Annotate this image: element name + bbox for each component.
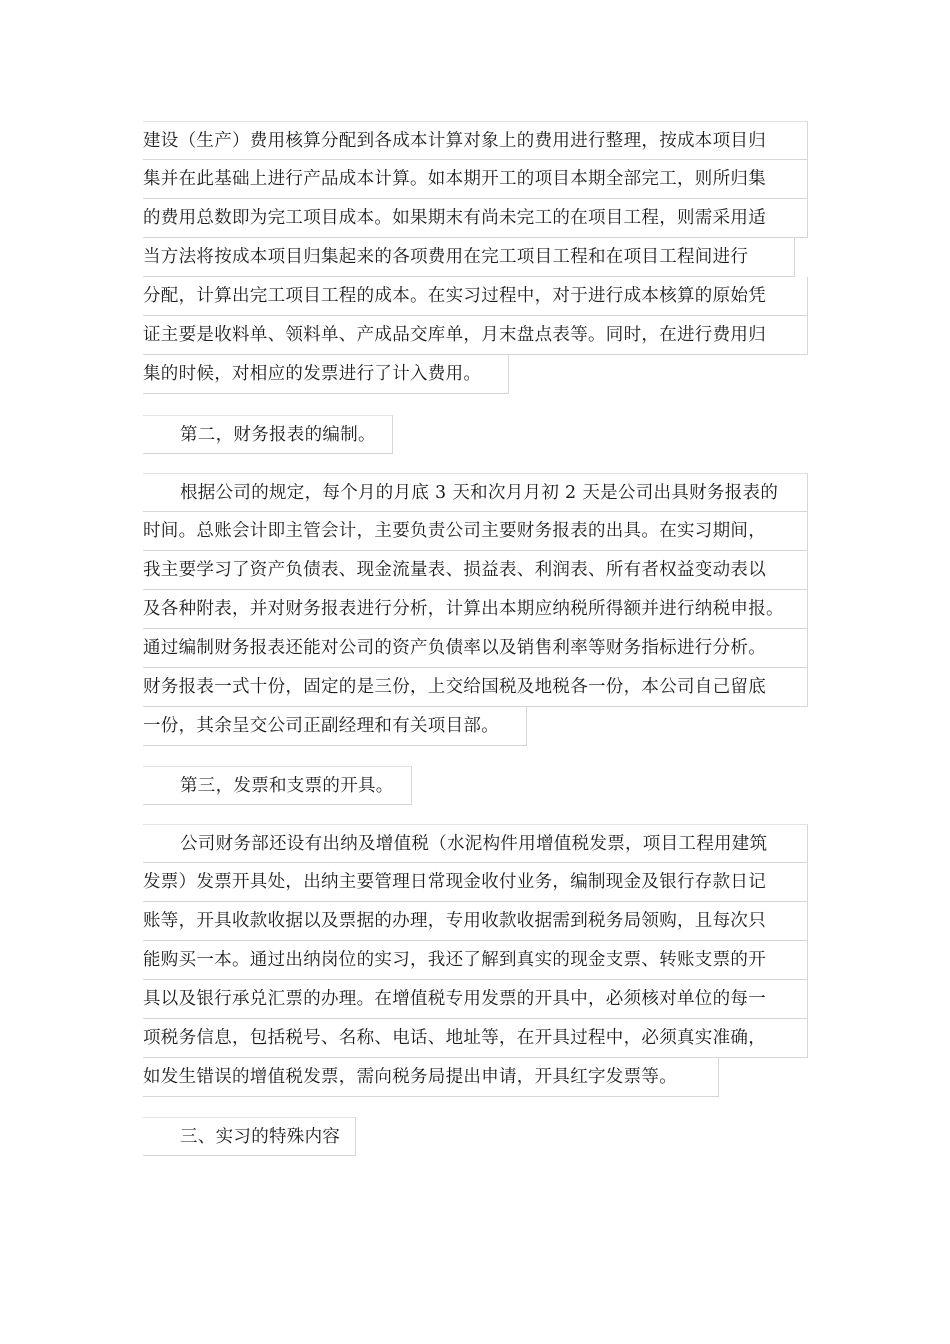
paragraph-invoices-cheques xyxy=(143,824,808,1097)
heading-line: 第二，财务报表的编制。 xyxy=(143,415,393,454)
text-line: 我主要学习了资产负债表、现金流量表、损益表、利润表、所有者权益变动表以 xyxy=(143,551,808,590)
paragraph-cost-accounting xyxy=(143,121,808,394)
text-line: 公司财务部还设有出纳及增值税（水泥构件用增值税发票，项目工程用建筑 xyxy=(143,824,808,863)
text-line: 当方法将按成本项目归集起来的各项费用在完工项目工程和在项目工程间进行 xyxy=(143,238,795,277)
heading-line: 三、实习的特殊内容 xyxy=(143,1117,356,1156)
section-heading-financial-statements xyxy=(143,415,808,454)
section-heading-special-content xyxy=(143,1117,808,1156)
text-line: 证主要是收料单、领料单、产成品交库单，月末盘点表等。同时，在进行费用归 xyxy=(143,316,808,355)
text-line: 项税务信息，包括税号、名称、电话、地址等，在开具过程中，必须真实准确， xyxy=(143,1019,808,1058)
text-line: 发票）发票开具处，出纳主要管理日常现金收付业务，编制现金及银行存款日记 xyxy=(143,863,808,902)
paragraph-financial-statements xyxy=(143,473,808,746)
text-line: 建设（生产）费用核算分配到各成本计算对象上的费用进行整理，按成本项目归 xyxy=(143,121,808,160)
text-line: 账等，开具收款收据以及票据的办理，专用收款收据需到税务局领购，且每次只 xyxy=(143,902,808,941)
text-line: 根据公司的规定，每个月的月底 3 天和次月月初 2 天是公司出具财务报表的 xyxy=(143,473,808,512)
text-line: 及各种附表，并对财务报表进行分析，计算出本期应纳税所得额并进行纳税申报。 xyxy=(143,590,808,629)
text-line: 能购买一本。通过出纳岗位的实习，我还了解到真实的现金支票、转账支票的开 xyxy=(143,941,808,980)
text-line: 时间。总账会计即主管会计，主要负责公司主要财务报表的出具。在实习期间， xyxy=(143,512,808,551)
heading-line: 第三，发票和支票的开具。 xyxy=(143,766,412,805)
text-line: 一份，其余呈交公司正副经理和有关项目部。 xyxy=(143,707,527,746)
text-line: 如发生错误的增值税发票，需向税务局提出申请，开具红字发票等。 xyxy=(143,1058,719,1097)
text-line: 集并在此基础上进行产品成本计算。如本期开工的项目本期全部完工，则所归集 xyxy=(143,160,808,199)
text-line: 通过编制财务报表还能对公司的资产负债率以及销售利率等财务指标进行分析。 xyxy=(143,629,808,668)
text-line: 集的时候，对相应的发票进行了计入费用。 xyxy=(143,355,509,394)
text-line: 分配，计算出完工项目工程的成本。在实习过程中，对于进行成本核算的原始凭 xyxy=(143,277,808,316)
text-line: 的费用总数即为完工项目成本。如果期末有尚未完工的在项目工程，则需采用适 xyxy=(143,199,808,238)
text-line: 具以及银行承兑汇票的办理。在增值税专用发票的开具中，必须核对单位的每一 xyxy=(143,980,808,1019)
section-heading-invoices-cheques xyxy=(143,766,808,805)
text-line: 财务报表一式十份，固定的是三份，上交给国税及地税各一份，本公司自己留底 xyxy=(143,668,808,707)
